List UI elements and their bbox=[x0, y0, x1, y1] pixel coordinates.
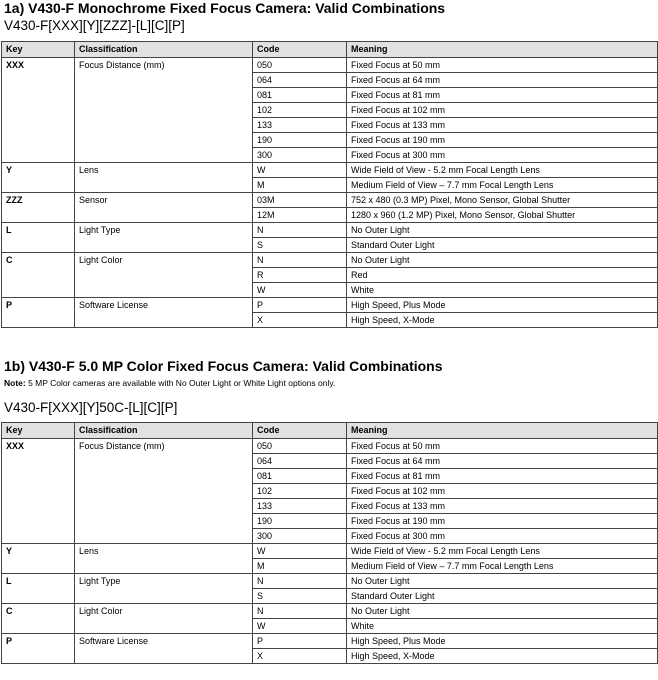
meaning-cell: Fixed Focus at 102 mm bbox=[347, 484, 658, 499]
classification-cell: Focus Distance (mm) bbox=[75, 58, 253, 163]
meaning-cell: High Speed, X-Mode bbox=[347, 313, 658, 328]
code-cell: R bbox=[253, 268, 347, 283]
key-cell: C bbox=[2, 253, 75, 298]
meaning-cell: White bbox=[347, 619, 658, 634]
meaning-cell: Red bbox=[347, 268, 658, 283]
classification-cell: Lens bbox=[75, 163, 253, 193]
code-cell: M bbox=[253, 559, 347, 574]
code-cell: 300 bbox=[253, 148, 347, 163]
classification-cell: Software License bbox=[75, 298, 253, 328]
code-cell: 190 bbox=[253, 514, 347, 529]
meaning-cell: Fixed Focus at 64 mm bbox=[347, 73, 658, 88]
key-cell: XXX bbox=[2, 439, 75, 544]
classification-cell: Sensor bbox=[75, 193, 253, 223]
code-cell: X bbox=[253, 649, 347, 664]
code-cell: S bbox=[253, 589, 347, 604]
classification-cell: Light Color bbox=[75, 604, 253, 634]
meaning-cell: Standard Outer Light bbox=[347, 589, 658, 604]
key-cell: P bbox=[2, 298, 75, 328]
code-cell: 064 bbox=[253, 454, 347, 469]
code-cell: W bbox=[253, 283, 347, 298]
code-cell: N bbox=[253, 253, 347, 268]
code-cell: M bbox=[253, 178, 347, 193]
code-cell: 081 bbox=[253, 88, 347, 103]
header-key: Key bbox=[2, 42, 75, 58]
meaning-cell: Fixed Focus at 190 mm bbox=[347, 133, 658, 148]
header-classification: Classification bbox=[75, 42, 253, 58]
meaning-cell: 1280 x 960 (1.2 MP) Pixel, Mono Sensor, Global Shutter bbox=[347, 208, 658, 223]
section-1b-note bbox=[4, 378, 335, 389]
meaning-cell: Medium Field of View – 7.7 mm Focal Length Lens bbox=[347, 559, 658, 574]
code-cell: X bbox=[253, 313, 347, 328]
code-cell: 133 bbox=[253, 499, 347, 514]
meaning-cell: Fixed Focus at 81 mm bbox=[347, 469, 658, 484]
table-row bbox=[2, 298, 658, 313]
table-row bbox=[2, 253, 658, 268]
classification-cell: Light Type bbox=[75, 223, 253, 253]
key-cell: Y bbox=[2, 163, 75, 193]
table-row bbox=[2, 604, 658, 619]
meaning-cell: Wide Field of View - 5.2 mm Focal Length Lens bbox=[347, 163, 658, 178]
table-row bbox=[2, 439, 658, 454]
code-cell: N bbox=[253, 574, 347, 589]
key-cell: Y bbox=[2, 544, 75, 574]
section-1b-title: 1b) V430-F 5.0 MP Color Fixed Focus Camera: Valid Combinations bbox=[4, 358, 443, 374]
meaning-cell: Fixed Focus at 64 mm bbox=[347, 454, 658, 469]
code-cell: 03M bbox=[253, 193, 347, 208]
code-cell: N bbox=[253, 223, 347, 238]
code-cell: 12M bbox=[253, 208, 347, 223]
meaning-cell: Fixed Focus at 102 mm bbox=[347, 103, 658, 118]
classification-cell: Focus Distance (mm) bbox=[75, 439, 253, 544]
meaning-cell: Fixed Focus at 300 mm bbox=[347, 148, 658, 163]
table-header-row bbox=[2, 423, 658, 439]
section-1a-title: 1a) V430-F Monochrome Fixed Focus Camera: Valid Combinations bbox=[4, 0, 446, 16]
code-cell: W bbox=[253, 544, 347, 559]
header-code: Code bbox=[253, 42, 347, 58]
meaning-cell: High Speed, Plus Mode bbox=[347, 634, 658, 649]
code-cell: 102 bbox=[253, 103, 347, 118]
meaning-cell: Medium Field of View – 7.7 mm Focal Length Lens bbox=[347, 178, 658, 193]
header-meaning: Meaning bbox=[347, 42, 658, 58]
meaning-cell: White bbox=[347, 283, 658, 298]
classification-cell: Lens bbox=[75, 544, 253, 574]
section-1b-part-number-pattern: V430-F[XXX][Y]50C-[L][C][P] bbox=[4, 400, 178, 415]
table-row bbox=[2, 574, 658, 589]
valid-combinations-table-1a bbox=[1, 41, 658, 328]
key-cell: L bbox=[2, 223, 75, 253]
meaning-cell: Fixed Focus at 50 mm bbox=[347, 58, 658, 73]
table-row bbox=[2, 58, 658, 73]
meaning-cell: Fixed Focus at 190 mm bbox=[347, 514, 658, 529]
table-row bbox=[2, 193, 658, 208]
table-row bbox=[2, 544, 658, 559]
note-text: 5 MP Color cameras are available with No Outer Light or White Light options only. bbox=[25, 378, 336, 388]
key-cell: L bbox=[2, 574, 75, 604]
code-cell: P bbox=[253, 298, 347, 313]
code-cell: 050 bbox=[253, 58, 347, 73]
code-cell: P bbox=[253, 634, 347, 649]
meaning-cell: No Outer Light bbox=[347, 574, 658, 589]
classification-cell: Software License bbox=[75, 634, 253, 664]
meaning-cell: Wide Field of View - 5.2 mm Focal Length Lens bbox=[347, 544, 658, 559]
code-cell: W bbox=[253, 619, 347, 634]
meaning-cell: High Speed, X-Mode bbox=[347, 649, 658, 664]
code-cell: 064 bbox=[253, 73, 347, 88]
meaning-cell: No Outer Light bbox=[347, 604, 658, 619]
code-cell: W bbox=[253, 163, 347, 178]
meaning-cell: Fixed Focus at 50 mm bbox=[347, 439, 658, 454]
meaning-cell: Standard Outer Light bbox=[347, 238, 658, 253]
code-cell: 190 bbox=[253, 133, 347, 148]
meaning-cell: No Outer Light bbox=[347, 253, 658, 268]
header-classification: Classification bbox=[75, 423, 253, 439]
key-cell: C bbox=[2, 604, 75, 634]
header-meaning: Meaning bbox=[347, 423, 658, 439]
table-row bbox=[2, 163, 658, 178]
key-cell: XXX bbox=[2, 58, 75, 163]
header-code: Code bbox=[253, 423, 347, 439]
key-cell: ZZZ bbox=[2, 193, 75, 223]
meaning-cell: Fixed Focus at 133 mm bbox=[347, 499, 658, 514]
meaning-cell: Fixed Focus at 81 mm bbox=[347, 88, 658, 103]
section-1a-part-number-pattern: V430-F[XXX][Y][ZZZ]-[L][C][P] bbox=[4, 18, 185, 33]
valid-combinations-table-1b bbox=[1, 422, 658, 664]
table-row bbox=[2, 634, 658, 649]
code-cell: S bbox=[253, 238, 347, 253]
table-row bbox=[2, 223, 658, 238]
code-cell: 300 bbox=[253, 529, 347, 544]
code-cell: 081 bbox=[253, 469, 347, 484]
meaning-cell: High Speed, Plus Mode bbox=[347, 298, 658, 313]
meaning-cell: Fixed Focus at 300 mm bbox=[347, 529, 658, 544]
code-cell: 050 bbox=[253, 439, 347, 454]
code-cell: 133 bbox=[253, 118, 347, 133]
key-cell: P bbox=[2, 634, 75, 664]
meaning-cell: No Outer Light bbox=[347, 223, 658, 238]
classification-cell: Light Color bbox=[75, 253, 253, 298]
note-label: Note: bbox=[4, 378, 26, 388]
code-cell: 102 bbox=[253, 484, 347, 499]
table-header-row bbox=[2, 42, 658, 58]
classification-cell: Light Type bbox=[75, 574, 253, 604]
meaning-cell: Fixed Focus at 133 mm bbox=[347, 118, 658, 133]
meaning-cell: 752 x 480 (0.3 MP) Pixel, Mono Sensor, Global Shutter bbox=[347, 193, 658, 208]
header-key: Key bbox=[2, 423, 75, 439]
code-cell: N bbox=[253, 604, 347, 619]
